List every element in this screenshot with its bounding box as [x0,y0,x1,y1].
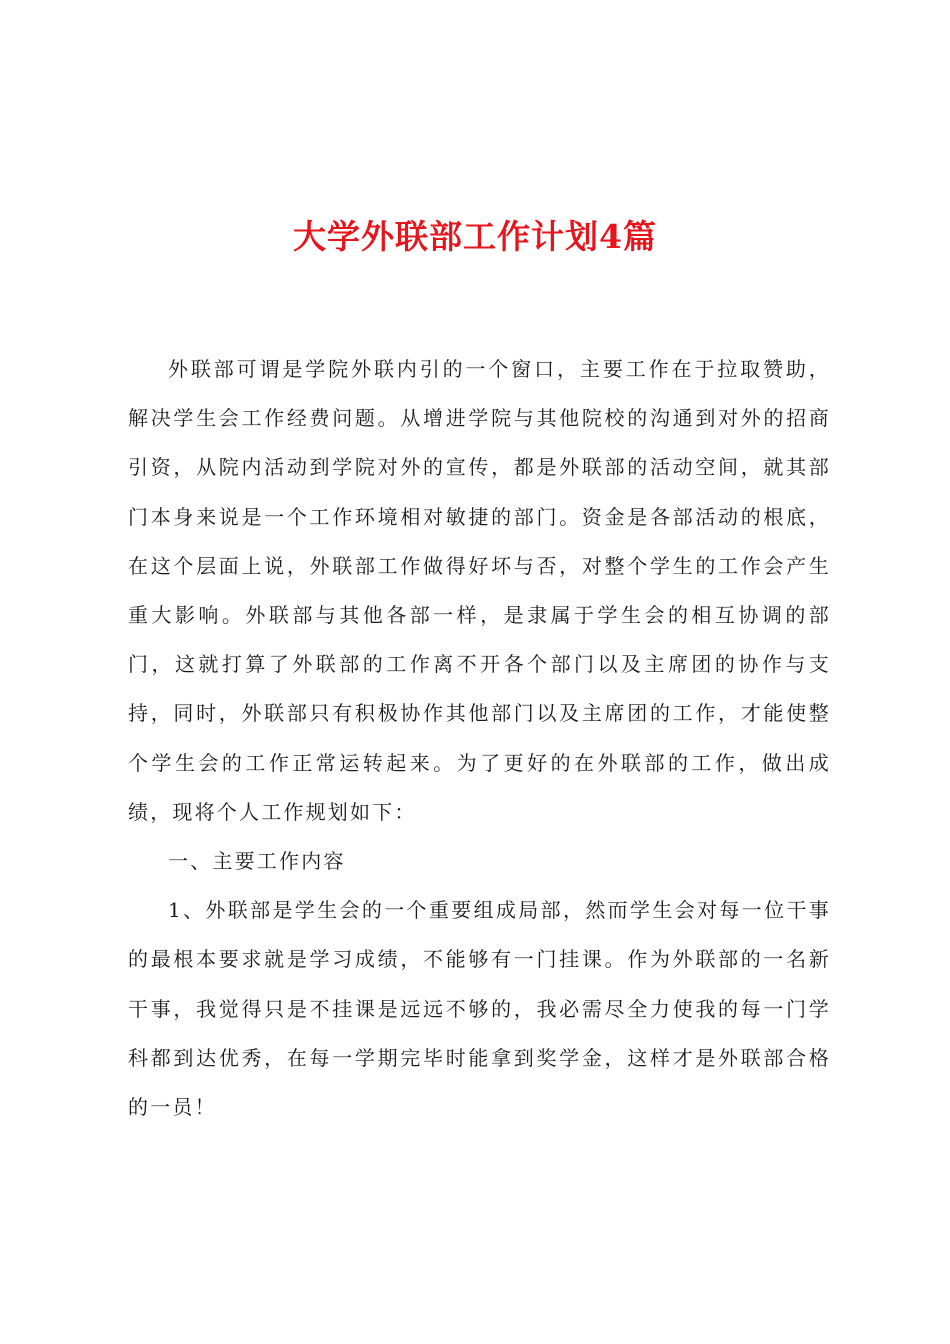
section-heading: 一、主要工作内容 [168,849,346,874]
paragraph-item-1: 1、外联部是学生会的一个重要组成局部，然而学生会对每一位干事的最根本要求就是学习成绩，不能够有一门挂课。作为外联部的一名新干事，我觉得只是不挂课是远远不够的，我必需尽全力使我的每一门学科都到达优秀，在每一学期完毕时能拿到奖学金，这样才是外联部合格的一员！ [128,898,831,1120]
document-title: 大学外联部工作计划4篇 [293,217,657,256]
document-body [128,345,831,1132]
paragraph-intro: 外联部可谓是学院外联内引的一个窗口，主要工作在于拉取赞助，解决学生会工作经费问题。从增进学院与其他院校的沟通到对外的招商引资，从院内活动到学院对外的宣传，都是外联部的活动空间，就其部门本身来说是一个工作环境相对敏捷的部门。资金是各部活动的根底，在这个层面上说，外联部工作做得好坏与否，对整个学生的工作会产生重大影响。外联部与其他各部一样，是隶属于学生会的相互协调的部门，这就打算了外联部的工作离不开各个部门以及主席团的协作与支持，同时，外联部只有积极协作其他部门以及主席团的工作，才能使整个学生会的工作正常运转起来。为了更好的在外联部的工作，做出成绩，现将个人工作规划如下： [128,357,831,824]
